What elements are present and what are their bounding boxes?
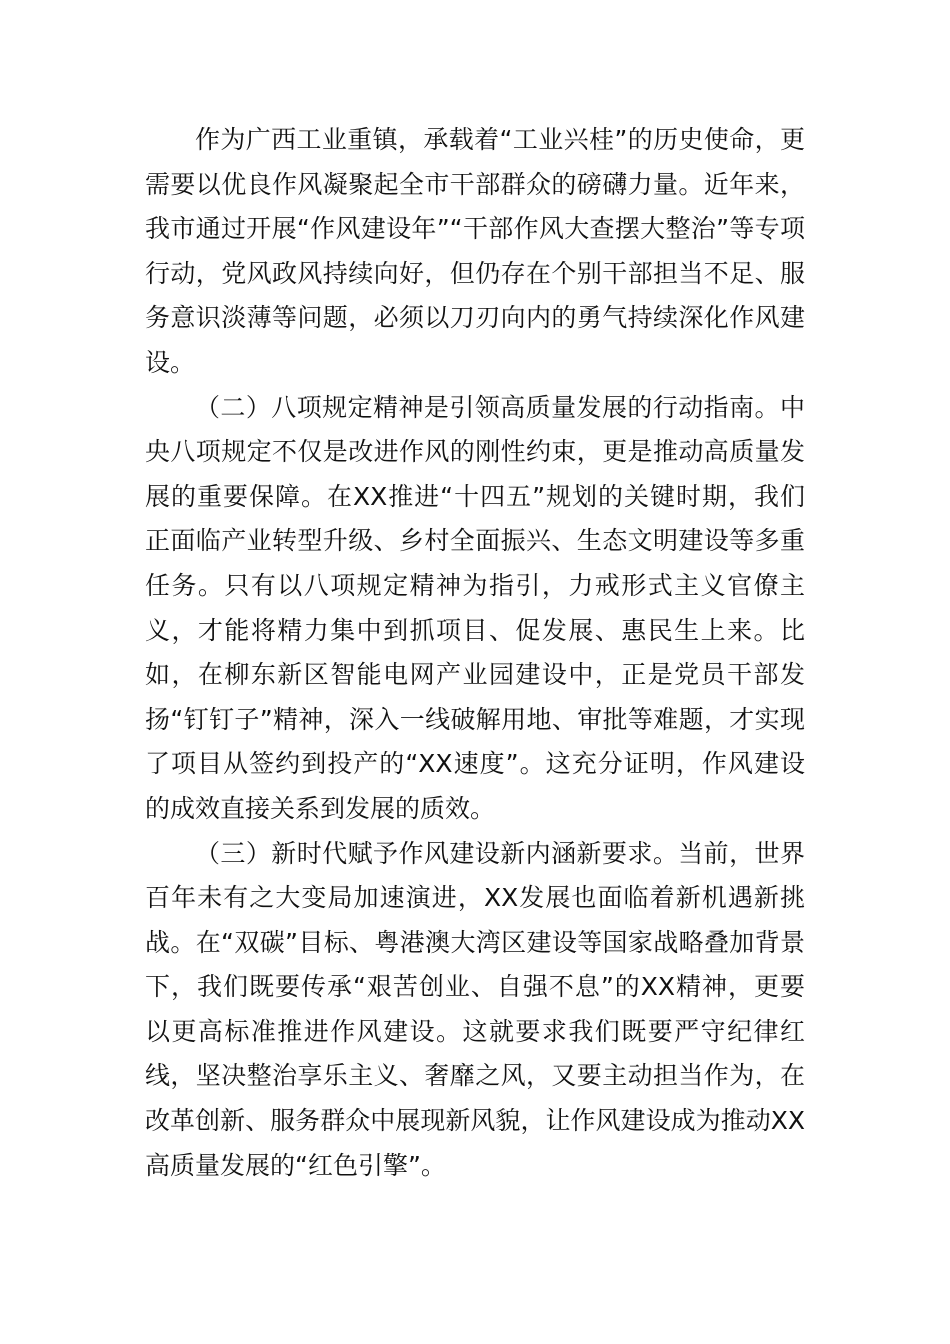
paragraph-section-three: （三）新时代赋予作风建设新内涵新要求。当前，世界百年未有之大变局加速演进，XX发展也面临着新机遇新挑战。在“双碳”目标、粤港澳大湾区建设等国家战略叠加背景下，我们既要传承“艰苦创业、自强不息”的XX精神，更要以更高标准推进作风建设。这就要求我们既要严守纪律红线，坚决整治享乐主义、奢靡之风，又要主动担当作为，在改革创新、服务群众中展现新风貌，让作风建设成为推动XX高质量发展的“红色引擎”。 <box>145 838 805 1180</box>
paragraph-section-two: （二）八项规定精神是引领高质量发展的行动指南。中央八项规定不仅是改进作风的刚性约束，更是推动高质量发展的重要保障。在XX推进“十四五”规划的关键时期，我们正面临产业转型升级、乡村全面振兴、生态文明建设等多重任务。只有以八项规定精神为指引，力戒形式主义官僚主义，才能将精力集中到抓项目、促发展、惠民生上来。比如，在柳东新区智能电网产业园建设中，正是党员干部发扬“钉钉子”精神，深入一线破解用地、审批等难题，才实现了项目从签约到投产的“XX速度”。这充分证明，作风建设的成效直接关系到发展的质效。 <box>145 392 805 823</box>
document-body <box>145 118 805 1188</box>
paragraph-intro: 作为广西工业重镇，承载着“工业兴桂”的历史使命，更需要以优良作风凝聚起全市干部群众的磅礴力量。近年来，我市通过开展“作风建设年”“干部作风大查摆大整治”等专项行动，党风政风持续向好，但仍存在个别干部担当不足、服务意识淡薄等问题，必须以刀刃向内的勇气持续深化作风建设。 <box>145 125 805 377</box>
